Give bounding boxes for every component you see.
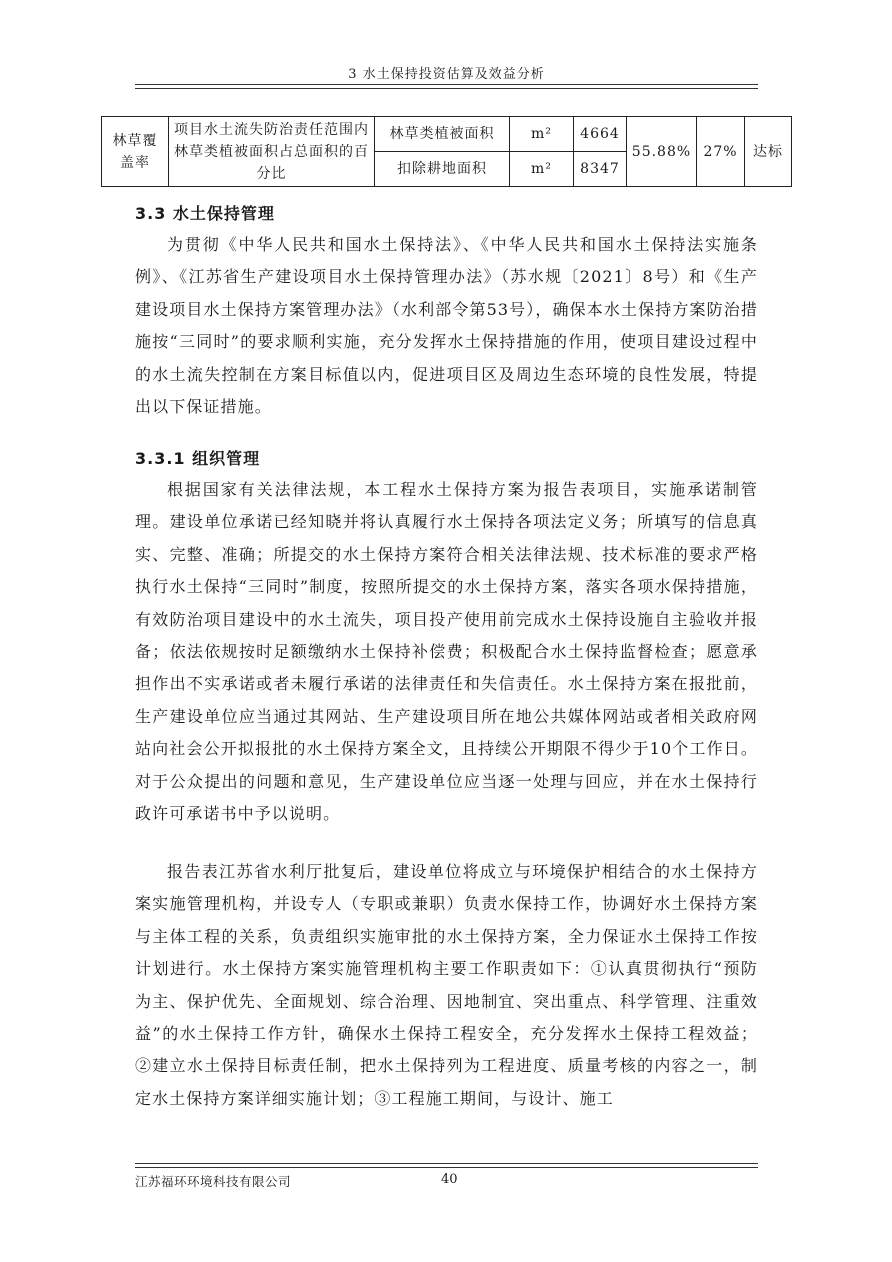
unit-cell-2: m² <box>510 152 574 187</box>
indicator-cell: 林草覆盖率 <box>102 117 169 187</box>
header-rule-thin <box>135 88 758 89</box>
result-cell: 达标 <box>745 117 792 187</box>
target-value-cell: 27% <box>697 117 745 187</box>
section-heading: 3.3 水土保持管理 <box>135 204 275 223</box>
item-cell-1: 林草类植被面积 <box>375 117 510 152</box>
page-number: 40 <box>441 1172 458 1187</box>
value-cell-1: 4664 <box>574 117 627 152</box>
definition-cell: 项目水土流失防治责任范围内林草类植被面积占总面积的百分比 <box>169 117 375 187</box>
footer-rule <box>135 1163 758 1164</box>
header-rule <box>135 84 758 85</box>
value-cell-2: 8347 <box>574 152 627 187</box>
paragraph-intro: 为贯彻《中华人民共和国水土保持法》、《中华人民共和国水土保持法实施条例》、《江苏省生产建设项目水土保持管理办法》（苏水规〔2021〕8号）和《生产建设项目水土保持方案管理办法》（水利部令第53号），确保本水土保持方案防治措施按“三同时”的要求顺利实施，充分发挥水土保持措施的作用，使项目建设过程中的水土流失控制在方案目标值以内，促进项目区及周边生态环境的良性发展，特提出以下保证措施。 <box>135 235 758 417</box>
actual-value-cell: 55.88% <box>627 117 697 187</box>
running-header: 3 水土保持投资估算及效益分析 <box>348 67 545 82</box>
item-cell-2: 扣除耕地面积 <box>375 152 510 187</box>
unit-cell-1: m² <box>510 117 574 152</box>
paragraph-commitment: 根据国家有关法律法规，本工程水土保持方案为报告表项目，实施承诺制管理。建设单位承诺已经知晓并将认真履行水土保持各项法定义务；所填写的信息真实、完整、准确；所提交的水土保持方案符合相关法律法规、技术标准的要求严格执行水土保持“三同时”制度，按照所提交的水土保持方案，落实各项水保持措施，有效防治项目建设中的水土流失，项目投产使用前完成水土保持设施自主验收并报备；依法依规按时足额缴纳水土保持补偿费；积极配合水土保持监督检查；愿意承担作出不实承诺或者未履行承诺的法律责任和失信责任。水土保持方案在报批前，生产建设单位应当通过其网站、生产建设项目所在地公共媒体网站或者相关政府网站向社会公开拟报批的水土保持方案全文，且持续公开期限不得少于10个工作日。对于公众提出的问题和意见，生产建设单位应当逐一处理与回应，并在水土保持行政许可承诺书中予以说明。 <box>135 480 758 824</box>
paragraph-organization: 报告表江苏省水利厅批复后，建设单位将成立与环境保护相结合的水土保持方案实施管理机构，并设专人（专职或兼职）负责水保持工作，协调好水土保持方案与主体工程的关系，负责组织实施审批的水土保持方案，全力保证水土保持工作按计划进行。水土保持方案实施管理机构主要工作职责如下：①认真贯彻执行“预防为主、保护优先、全面规划、综合治理、因地制宜、突出重点、科学管理、注重效益”的水土保持工作方针，确保水土保持工程安全，充分发挥水土保持工程效益；②建立水土保持目标责任制，把水土保持列为工程进度、质量考核的内容之一，制定水土保持方案详细实施计划；③工程施工期间，与设计、施工 <box>135 862 758 1108</box>
coverage-table <box>101 116 792 187</box>
subsection-heading: 3.3.1 组织管理 <box>135 449 261 468</box>
footer-rule-thin <box>135 1167 758 1168</box>
footer-company: 江苏福环环境科技有限公司 <box>135 1174 292 1189</box>
